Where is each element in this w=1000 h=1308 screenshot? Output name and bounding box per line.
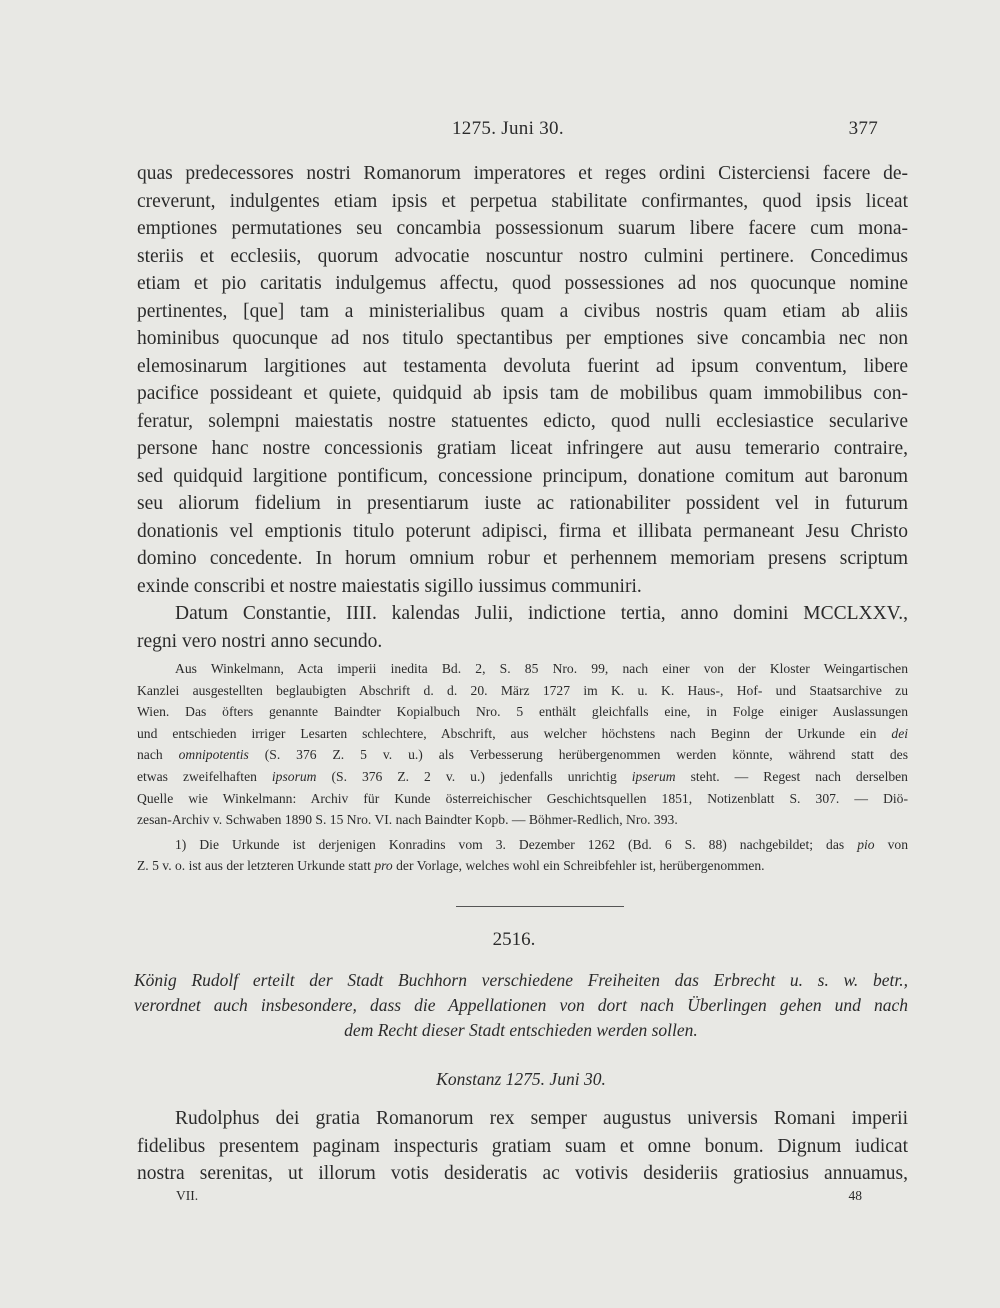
second-text-block — [137, 1105, 908, 1188]
text-line: pacifice possideant et quiete, quidquid ab ipsis tam de mobilibus quam immobilibus con- — [137, 383, 908, 404]
note-line — [137, 658, 908, 680]
note-line — [137, 834, 908, 856]
text-line: Rudolphus dei gratia Romanorum rex semper augustus universis Romani imperii — [175, 1108, 908, 1129]
note-text: nach — [137, 747, 179, 763]
note-text: Z. 5 v. o. ist aus der letzteren Urkunde statt — [137, 858, 375, 874]
note-text: (S. 376 Z. 2 v. u.) jedenfalls unrichtig — [316, 768, 632, 784]
text-line: donationis vel emptionis titulo poterunt adipisci, firma et illibata permaneant Jesu Christo — [137, 520, 908, 542]
note-text: etwas zweifelhaften — [137, 768, 272, 784]
text-line: pertinentes, [que] tam a ministerialibus quam a civibus nostris quam etiam ab aliis — [137, 300, 908, 322]
main-text-block — [137, 160, 908, 877]
note-text: und entschieden irriger Lesarten schlechtere, Abschrift, aus welcher höchstens nach Beginn der Urkunde ein — [137, 725, 892, 741]
text-line: steriis et ecclesiis, quorum advocatie noscuntur nostro culmini pertinere. Concedimus — [137, 245, 908, 267]
running-head-date: 1275. Juni 30. — [452, 118, 564, 139]
text-line: exinde conscribi et nostre maiestatis sigillo iussimus communiri. — [137, 575, 642, 597]
text-line: feratur, solempni maiestatis nostre statuentes edicto, quod nulli ecclesiastice secularive — [137, 410, 908, 432]
note-text: (S. 376 Z. 5 v. u.) als Verbesserung herübergenommen werden könnte, während statt des — [248, 747, 908, 763]
sheet-number: 48 — [848, 1188, 862, 1203]
note-line — [137, 701, 908, 723]
text-line: emptiones permutationes seu concambia possessionum suarum libere facere cum mona- — [137, 218, 908, 239]
note-text: 1) Die Urkunde ist derjenigen Konradins vom 3. Dezember 1262 (Bd. 6 S. 88) nachgebildet; das — [175, 836, 858, 852]
note-text: zesan-Archiv v. Schwaben 1890 S. 15 Nro. VI. nach Baindter Kopb. — Böhmer-Redlich, Nro. 393. — [137, 812, 678, 828]
document-number: 2516. — [492, 929, 536, 950]
note-text: Kanzlei ausgestellten beglaubigten Abschrift d. d. 20. März 1727 im K. u. K. Haus-, Hof- und Staatsarchive zu — [137, 682, 908, 698]
dating-line: regni vero nostri anno secundo. — [137, 630, 383, 652]
note-text: von — [874, 836, 908, 852]
note-text: Aus Winkelmann, Acta imperii inedita Bd. 2, S. 85 Nro. 99, nach einer von der Kloster Weingartischen — [175, 661, 908, 676]
source-notes — [137, 658, 908, 831]
page-number: 377 — [848, 118, 878, 139]
note-line — [137, 766, 908, 788]
text-line: domino concedente. In horum omnium robur et perhennem memoriam presens scriptum — [137, 548, 908, 569]
text-line: creverunt, indulgentes etiam ipsis et perpetua stabilitate confirmantes, quod ipsis liceat — [137, 190, 908, 212]
italic-word: pro — [374, 858, 393, 874]
text-line: etiam et pio caritatis indulgemus affectu, quod possessiones ad nos quocunque nomine — [137, 273, 908, 294]
italic-word: dei — [891, 725, 908, 741]
text-line: quas predecessores nostri Romanorum imperatores et reges ordini Cisterciensi facere de- — [137, 163, 908, 184]
text-line: persone hanc nostre concessionis gratiam liceat infringere aut ausu temerario contraire, — [137, 438, 908, 459]
sheet-signature: VII. — [176, 1188, 199, 1203]
footnotes — [137, 834, 908, 877]
place-date: Konstanz 1275. Juni 30. — [436, 1069, 606, 1089]
text-line: sed quidquid largitione pontificum, concessione principum, donatione comitum aut baronum — [137, 465, 908, 487]
summary-line: König Rudolf erteilt der Stadt Buchhorn verschiedene Freiheiten das Erbrecht u. s. w. betr., — [134, 970, 908, 990]
note-text: Wien. Das öfters genannte Baindter Kopialbuch Nro. 5 enthält gleichfalls eine, in Folge einiger Auslassungen — [137, 704, 908, 720]
note-line — [137, 744, 908, 766]
italic-word: ipsorum — [271, 768, 317, 784]
note-line — [137, 809, 908, 831]
italic-word: ipserum — [631, 768, 676, 784]
summary-line: verordnet auch insbesondere, dass die Appellationen von dort nach Überlingen gehen und nach — [134, 995, 908, 1015]
document-summary — [134, 968, 908, 1043]
note-line — [137, 855, 908, 877]
text-line: seu aliorum fidelium in presentiarum iuste ac rationabiliter possident vel in futurum — [137, 493, 908, 514]
note-text: steht. — Regest nach derselben — [675, 768, 908, 784]
text-line: hominibus quocunque ad nos titulo spectantibus per emptiones sive concambia nec non — [137, 328, 908, 349]
dating-line: Datum Constantie, IIII. kalendas Julii, indictione tertia, anno domini MCCLXXV., — [175, 603, 908, 624]
text-line: nostra serenitas, ut illorum votis desideratis ac votivis desideriis gratiosius annuamus, — [137, 1163, 908, 1184]
note-line — [137, 680, 908, 702]
note-text: der Vorlage, welches wohl ein Schreibfehler ist, herübergenommen. — [392, 858, 765, 874]
summary-line: dem Recht dieser Stadt entschieden werden sollen. — [344, 1020, 698, 1040]
section-divider — [456, 906, 624, 907]
note-text: Quelle wie Winkelmann: Archiv für Kunde österreichischer Geschichtsquellen 1851, Notizenblatt S. 307. — Diö- — [137, 790, 908, 806]
text-line: elemosinarum largitiones aut testamenta devoluta fuerint ad ipsum conventum, libere — [137, 355, 908, 377]
text-line: fidelibus presentem paginam inspecturis gratiam suam et omne bonum. Dignum iudicat — [137, 1135, 908, 1157]
italic-word: omnipotentis — [178, 747, 249, 763]
note-line — [137, 723, 908, 745]
italic-word: pio — [857, 836, 875, 852]
note-line — [137, 788, 908, 810]
